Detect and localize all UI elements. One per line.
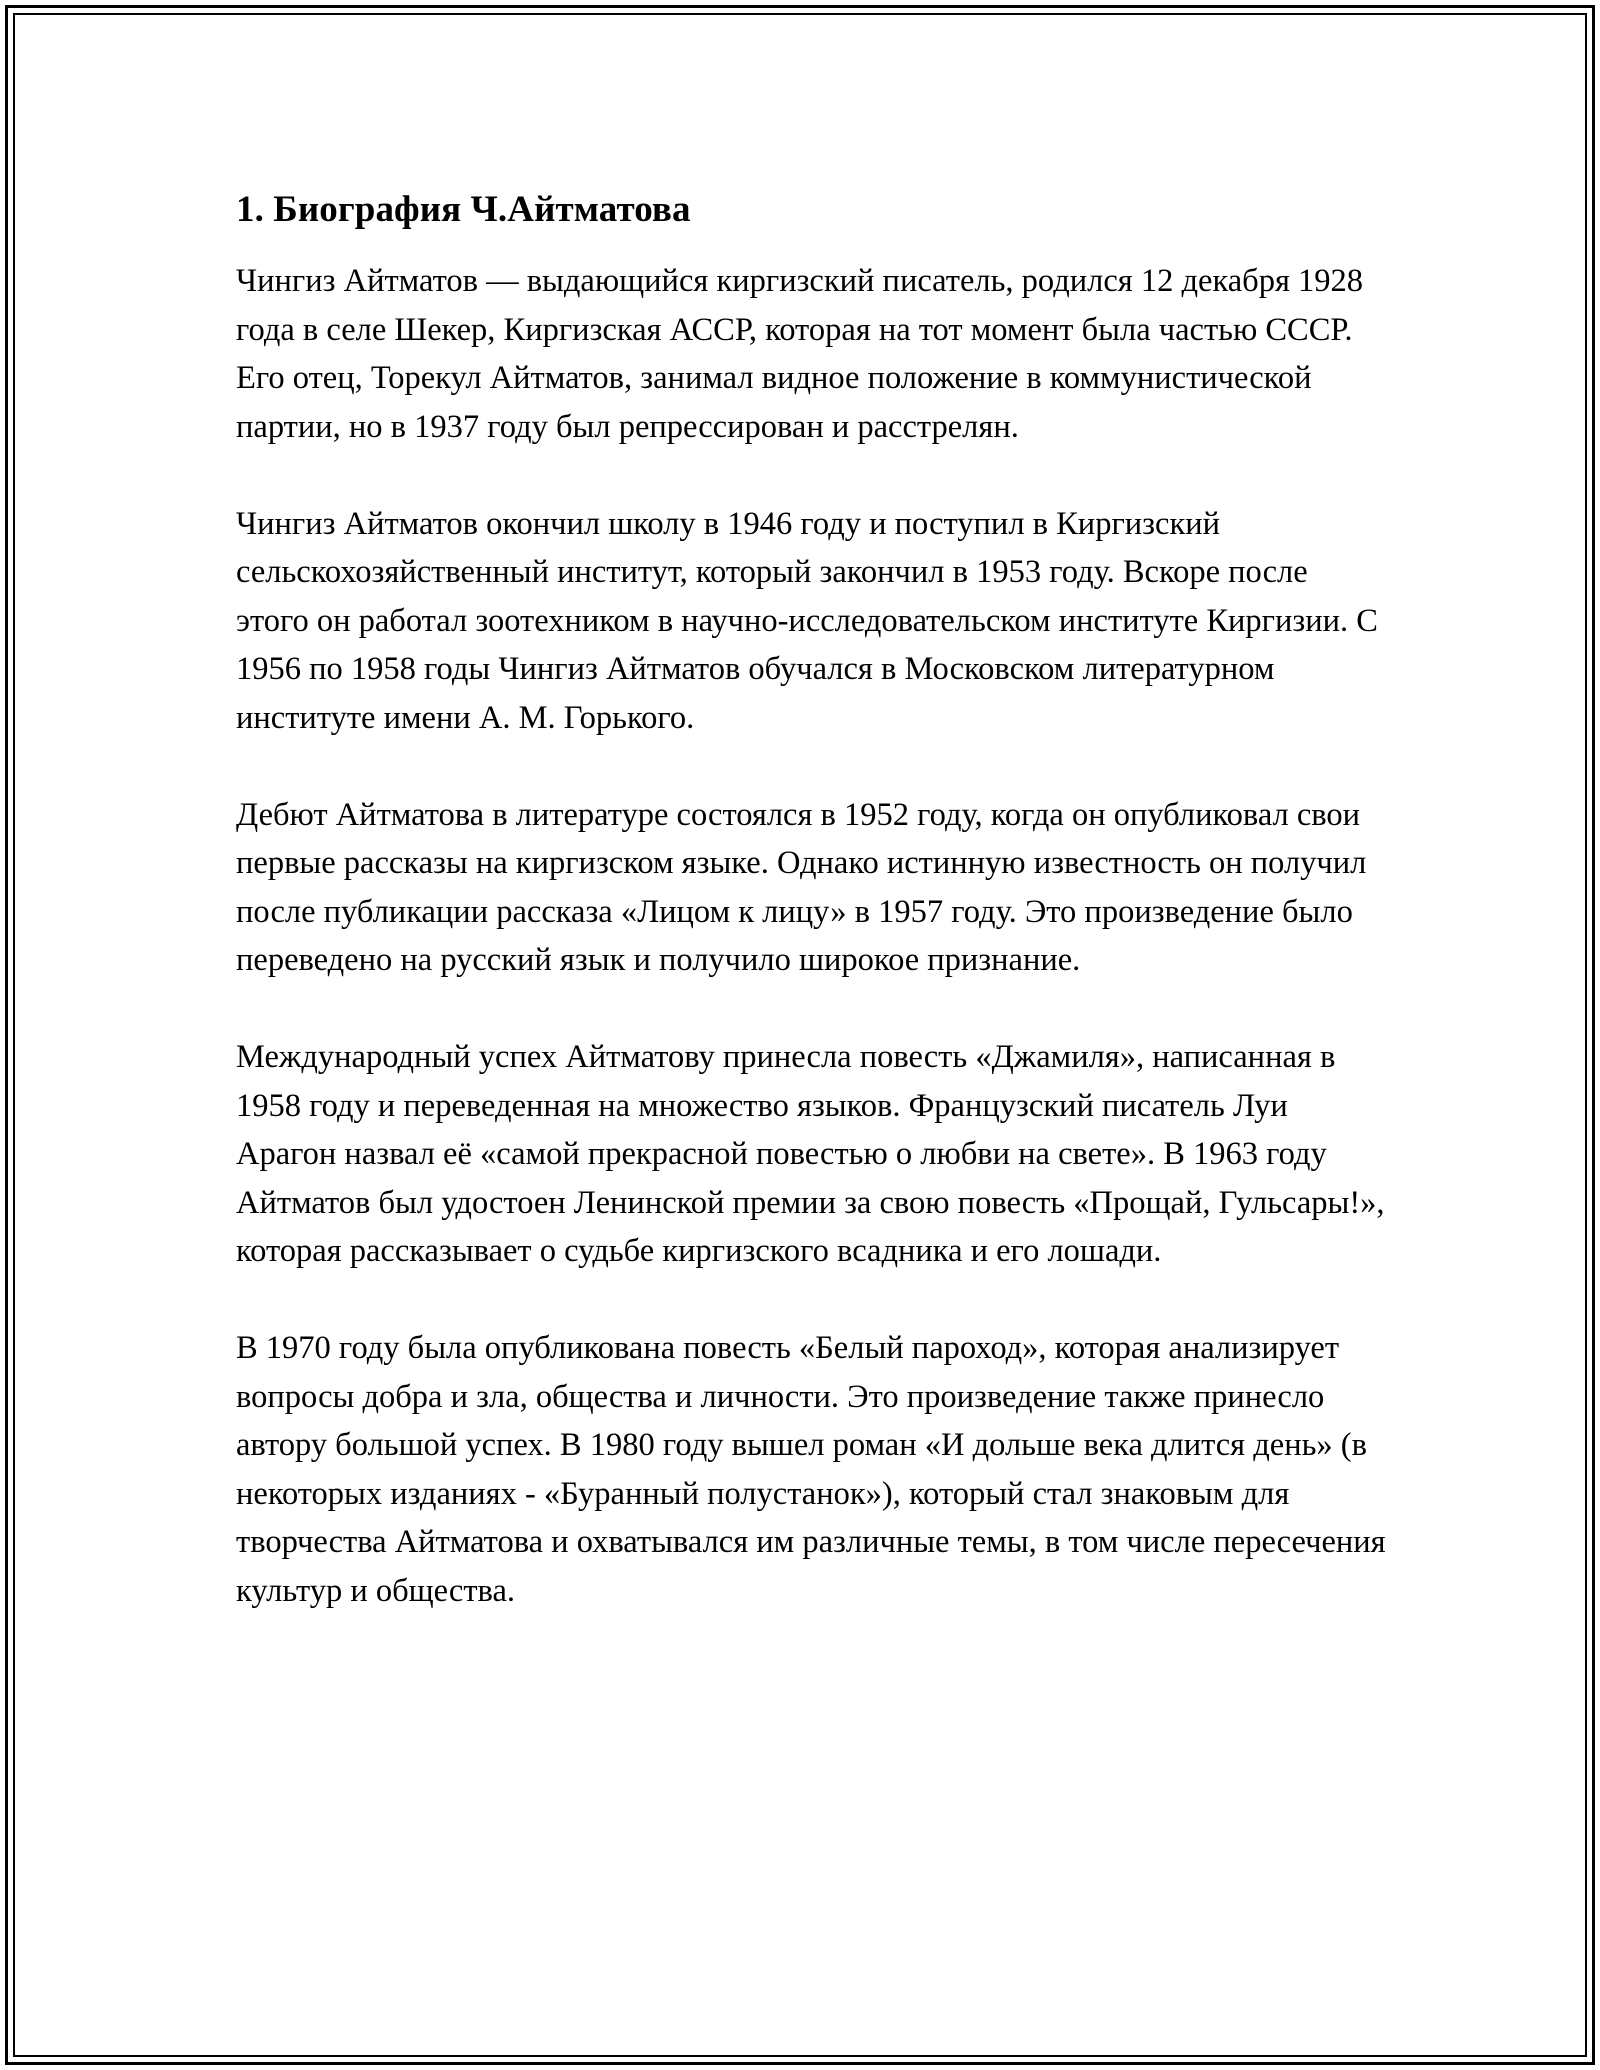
section-heading: 1. Биография Ч.Айтматова: [236, 189, 691, 230]
paragraph-education: Чингиз Айтматов окончил школу в 1946 году и поступил в Киргизский сельскохозяйственный институт, который закончил в 1953 году. Вскоре после этого он работал зоотехником в научно-исследовательском институте Киргизии. С 1956 по 1958 годы Чингиз Айтматов обучался в Московском литературном институте имени А. М. Горького.: [236, 505, 1378, 736]
paragraph-later-works: В 1970 году была опубликована повесть «Белый пароход», которая анализирует вопросы добра и зла, общества и личности. Это произведение также принесло автору большой успех. В 1980 году вышел роман «И дольше века длится день» (в некоторых изданиях - «Буранный полустанок»), который стал знаковым для творчества Айтматова и охватывался им различные темы, в том числе пересечения культур и общества.: [236, 1330, 1386, 1609]
paragraph-early-life: Чингиз Айтматов — выдающийся киргизский писатель, родился 12 декабря 1928 года в селе Шекер, Киргизская АССР, которая на тот момент была частью СССР. Его отец, Торекул Айтматов, занимал видное положение в коммунистической партии, но в 1937 году был репрессирован и расстрелян.: [236, 263, 1364, 445]
paragraph-literary-debut: Дебют Айтматова в литературе состоялся в 1952 году, когда он опубликовал свои первые рассказы на киргизском языке. Однако истинную известность он получил после публикации рассказа «Лицом к лицу» в 1957 году. Это произведение было переведено на русский язык и получило широкое признание.: [236, 796, 1367, 978]
document-body: [236, 186, 1386, 1664]
paragraph-international-success: Международный успех Айтматову принесла повесть «Джамиля», написанная в 1958 году и переведенная на множество языков. Французский писатель Луи Арагон назвал её «самой прекрасной повестью о любви на свете». В 1963 году Айтматов был удостоен Ленинской премии за свою повесть «Прощай, Гульсары!», которая рассказывает о судьбе киргизского всадника и его лошади.: [236, 1039, 1385, 1269]
